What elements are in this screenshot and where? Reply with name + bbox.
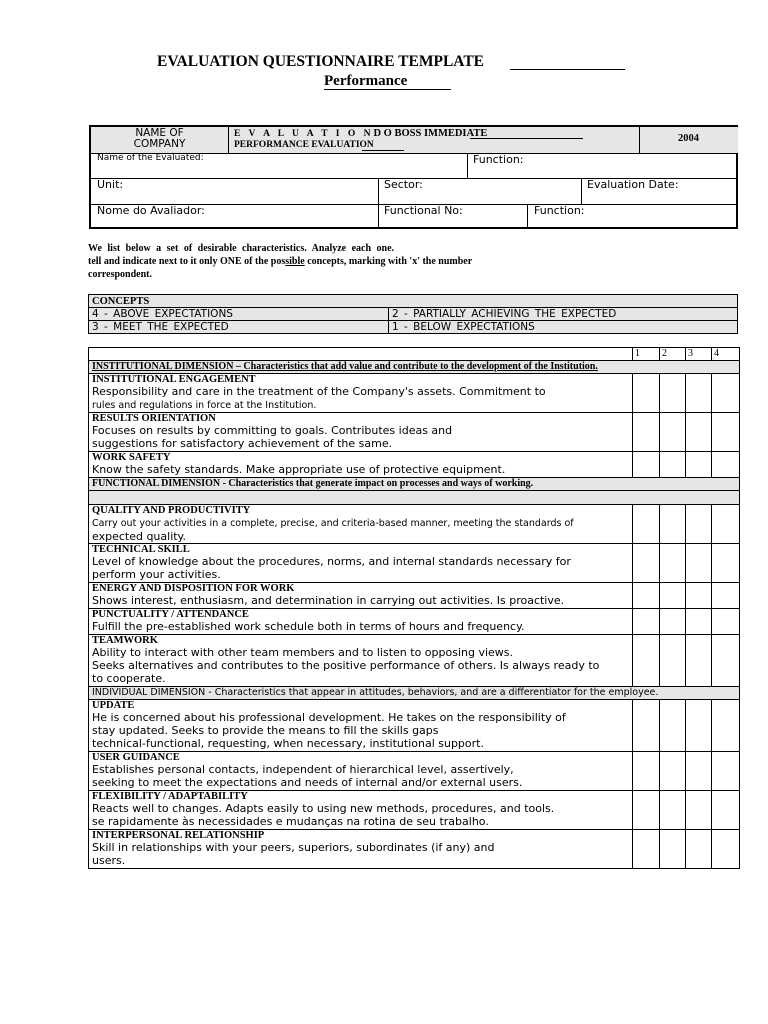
item-user-guidance <box>89 752 633 791</box>
evaluation-type-spaced: E V A L U A T I O N <box>234 129 374 139</box>
rating-box-1[interactable] <box>633 609 660 635</box>
item-name: INSTITUTIONAL ENGAGEMENT <box>92 374 256 385</box>
concept-4: 4 - ABOVE EXPECTATIONS <box>92 308 233 320</box>
rating-box-2[interactable] <box>660 505 686 544</box>
rating-box-4[interactable] <box>712 609 740 635</box>
unit-label: Unit: <box>97 178 124 191</box>
item-description: Focuses on results by committing to goals. Contributes ideas and <box>92 424 453 437</box>
item-work-safety <box>89 452 633 478</box>
item-name: USER GUIDANCE <box>92 752 180 763</box>
item-description: technical-functional, requesting, when necessary, institutional support. <box>92 737 484 750</box>
scale-header-blank <box>89 348 633 361</box>
item-punctuality-attendance <box>89 609 633 635</box>
rating-box-2[interactable] <box>660 374 686 413</box>
functional-dimension: FUNCTIONAL DIMENSION - Characteristics that generate impact on processes and ways of working. <box>89 478 740 491</box>
evaluator-name-label: Nome do Avaliador: <box>97 204 205 217</box>
rating-box-4[interactable] <box>712 544 740 583</box>
table-row <box>89 752 740 791</box>
item-description: to cooperate. <box>92 672 166 685</box>
item-description: Establishes personal contacts, independent of hierarchical level, assertively, <box>92 763 514 776</box>
rating-box-3[interactable] <box>686 505 712 544</box>
rating-box-3[interactable] <box>686 609 712 635</box>
item-name: QUALITY AND PRODUCTIVITY <box>92 505 251 516</box>
header-form <box>89 125 738 229</box>
instructions-line3: correspondent. <box>88 269 152 280</box>
table-row <box>89 791 740 830</box>
item-description: He is concerned about his professional development. He takes on the responsibility of <box>92 711 566 724</box>
item-description: perform your activities. <box>92 568 221 581</box>
item-teamwork <box>89 635 633 687</box>
function-label: Function: <box>473 153 524 166</box>
item-results-orientation <box>89 413 633 452</box>
instructions-line1: We list below a set of desirable characteristics. Analyze each one. <box>88 243 395 254</box>
item-description: stay updated. Seeks to provide the means to fill the skills gaps <box>92 724 439 737</box>
table-row <box>89 700 740 752</box>
divider <box>378 178 379 204</box>
rating-box-1[interactable] <box>633 374 660 413</box>
blank-cell <box>89 491 740 505</box>
table-row <box>89 609 740 635</box>
divider <box>639 127 640 153</box>
rating-box-2[interactable] <box>660 452 686 478</box>
evaluation-type-rest: D O BOSS IMMEDIATE <box>373 128 488 139</box>
evaluation-type-line2: PERFORMANCE EVALUATION <box>234 140 374 150</box>
item-quality-productivity <box>89 505 633 544</box>
eval-underline <box>470 138 583 139</box>
rating-box-3[interactable] <box>686 413 712 452</box>
item-description: Ability to interact with other team members and to listen to opposing views. <box>92 646 514 659</box>
rating-box-4[interactable] <box>712 752 740 791</box>
item-flexibility-adaptability <box>89 791 633 830</box>
page-subtitle: Performance <box>324 73 408 89</box>
dimension-row <box>89 478 740 491</box>
item-description: seeking to meet the expectations and needs of internal and/or external users. <box>92 776 523 789</box>
divider <box>388 307 389 334</box>
rating-box-2[interactable] <box>660 791 686 830</box>
scale-3: 3 <box>686 348 712 361</box>
rating-box-1[interactable] <box>633 700 660 752</box>
item-name: RESULTS ORIENTATION <box>92 413 216 424</box>
table-row <box>89 544 740 583</box>
item-name: FLEXIBILITY / ADAPTABILITY <box>92 791 248 802</box>
institutional-dimension <box>89 361 740 374</box>
evaluated-name-label: Name of the Evaluated: <box>97 153 204 163</box>
sector-label: Sector: <box>384 178 423 191</box>
divider <box>228 127 229 153</box>
table-row <box>89 830 740 869</box>
rating-box-3[interactable] <box>686 752 712 791</box>
concept-2: 2 - PARTIALLY ACHIEVING THE EXPECTED <box>392 308 617 320</box>
scale-1: 1 <box>633 348 660 361</box>
functional-no-label: Functional No: <box>384 204 463 217</box>
rating-box-4[interactable] <box>712 583 740 609</box>
rating-box-3[interactable] <box>686 544 712 583</box>
table-row <box>89 583 740 609</box>
evaluation-type <box>228 127 639 153</box>
instructions <box>88 242 518 281</box>
evaluation-date-label: Evaluation Date: <box>587 178 679 191</box>
rating-box-2[interactable] <box>660 609 686 635</box>
rating-box-2[interactable] <box>660 544 686 583</box>
dimension-row <box>89 687 740 700</box>
item-name: UPDATE <box>92 700 135 711</box>
item-description: se rapidamente às necessidades e mudanças na rotina de seu trabalho. <box>92 815 489 828</box>
rating-box-1[interactable] <box>633 544 660 583</box>
dimension-row <box>89 361 740 374</box>
rating-box-2[interactable] <box>660 830 686 869</box>
rating-box-1[interactable] <box>633 635 660 687</box>
rating-box-1[interactable] <box>633 830 660 869</box>
item-description: suggestions for satisfactory achievement of the same. <box>92 437 393 450</box>
rating-box-3[interactable] <box>686 700 712 752</box>
item-description: Know the safety standards. Make appropriate use of protective equipment. <box>92 463 506 476</box>
rating-box-2[interactable] <box>660 752 686 791</box>
item-description: Reacts well to changes. Adapts easily to using new methods, procedures, and tools. <box>92 802 555 815</box>
item-description: Level of knowledge about the procedures, norms, and internal standards necessary for <box>92 555 571 568</box>
rating-box-2[interactable] <box>660 635 686 687</box>
item-description: Responsibility and care in the treatment of the Company's assets. Commitment to <box>92 385 546 398</box>
item-name: TECHNICAL SKILL <box>92 544 190 555</box>
item-name: TEAMWORK <box>92 635 158 646</box>
instructions-line2-underlined: sible <box>285 256 305 267</box>
item-description: users. <box>92 854 126 867</box>
rating-box-3[interactable] <box>686 791 712 830</box>
rating-box-3[interactable] <box>686 452 712 478</box>
company-name-label: NAME OF COMPANY <box>91 127 228 153</box>
rating-box-4[interactable] <box>712 413 740 452</box>
item-description: Fulfill the pre-established work schedule both in terms of hours and frequency. <box>92 620 525 633</box>
function-label-2: Function: <box>534 204 585 217</box>
rating-box-4[interactable] <box>712 830 740 869</box>
rating-box-1[interactable] <box>633 452 660 478</box>
page-title: EVALUATION QUESTIONNAIRE TEMPLATE <box>157 53 485 70</box>
rating-box-2[interactable] <box>660 413 686 452</box>
rating-box-1[interactable] <box>633 583 660 609</box>
concept-1: 1 - BELOW EXPECTATIONS <box>392 321 535 333</box>
item-description: Skill in relationships with your peers, superiors, subordinates (if any) and <box>92 841 495 854</box>
institutional-dimension-text: INSTITUTIONAL DIMENSION – Characteristics that add value and contribute to the development of the Institution. <box>92 361 598 372</box>
rating-box-4[interactable] <box>712 700 740 752</box>
item-technical-skill <box>89 544 633 583</box>
rating-box-1[interactable] <box>633 791 660 830</box>
rating-box-1[interactable] <box>633 505 660 544</box>
eval-underline-2 <box>362 150 404 151</box>
rating-box-4[interactable] <box>712 505 740 544</box>
instructions-line2-b: concepts, marking with 'x' the number <box>304 256 473 267</box>
item-name: PUNCTUALITY / ATTENDANCE <box>92 609 249 620</box>
divider <box>467 153 468 178</box>
item-energy-disposition <box>89 583 633 609</box>
divider <box>581 178 582 204</box>
scale-4: 4 <box>712 348 740 361</box>
subtitle-underline <box>324 89 451 90</box>
rating-box-4[interactable] <box>712 452 740 478</box>
scale-header-row <box>89 348 740 361</box>
form-year: 2004 <box>639 127 738 153</box>
instructions-line2 <box>88 255 518 268</box>
table-row <box>89 635 740 687</box>
item-description: Carry out your activities in a complete, precise, and criteria-based manner, meeting the standards of <box>92 518 574 529</box>
item-name: INTERPERSONAL RELATIONSHIP <box>92 830 265 841</box>
item-name: ENERGY AND DISPOSITION FOR WORK <box>92 583 295 594</box>
rating-box-2[interactable] <box>660 583 686 609</box>
rating-box-2[interactable] <box>660 700 686 752</box>
table-row <box>89 374 740 413</box>
table-row <box>89 452 740 478</box>
blank-row <box>89 491 740 505</box>
individual-dimension: INDIVIDUAL DIMENSION - Characteristics that appear in attitudes, behaviors, and are a differentiator for the employee. <box>89 687 740 700</box>
item-name: WORK SAFETY <box>92 452 171 463</box>
table-row <box>89 413 740 452</box>
divider <box>378 204 379 229</box>
item-description: expected quality. <box>92 530 186 543</box>
rating-box-4[interactable] <box>712 374 740 413</box>
rating-box-3[interactable] <box>686 830 712 869</box>
item-description: Seeks alternatives and contributes to the positive performance of others. Is always ready to <box>92 659 600 672</box>
title-underline <box>510 69 625 70</box>
concepts-header: CONCEPTS <box>92 296 150 307</box>
scale-2: 2 <box>660 348 686 361</box>
divider <box>527 204 528 229</box>
rating-box-3[interactable] <box>686 583 712 609</box>
item-interpersonal-relationship <box>89 830 633 869</box>
concepts-table <box>88 294 738 334</box>
instructions-line2-a: tell and indicate next to it only ONE of the pos <box>88 256 286 267</box>
item-description: rules and regulations in force at the Institution. <box>92 400 317 411</box>
rating-box-4[interactable] <box>712 791 740 830</box>
rating-box-3[interactable] <box>686 635 712 687</box>
evaluation-table <box>88 347 740 869</box>
rating-box-1[interactable] <box>633 752 660 791</box>
item-description: Shows interest, enthusiasm, and determination in carrying out activities. Is proactive. <box>92 594 565 607</box>
rating-box-4[interactable] <box>712 635 740 687</box>
rating-box-3[interactable] <box>686 374 712 413</box>
item-institutional-engagement <box>89 374 633 413</box>
concept-3: 3 - MEET THE EXPECTED <box>92 321 229 333</box>
table-row <box>89 505 740 544</box>
item-update <box>89 700 633 752</box>
rating-box-1[interactable] <box>633 413 660 452</box>
